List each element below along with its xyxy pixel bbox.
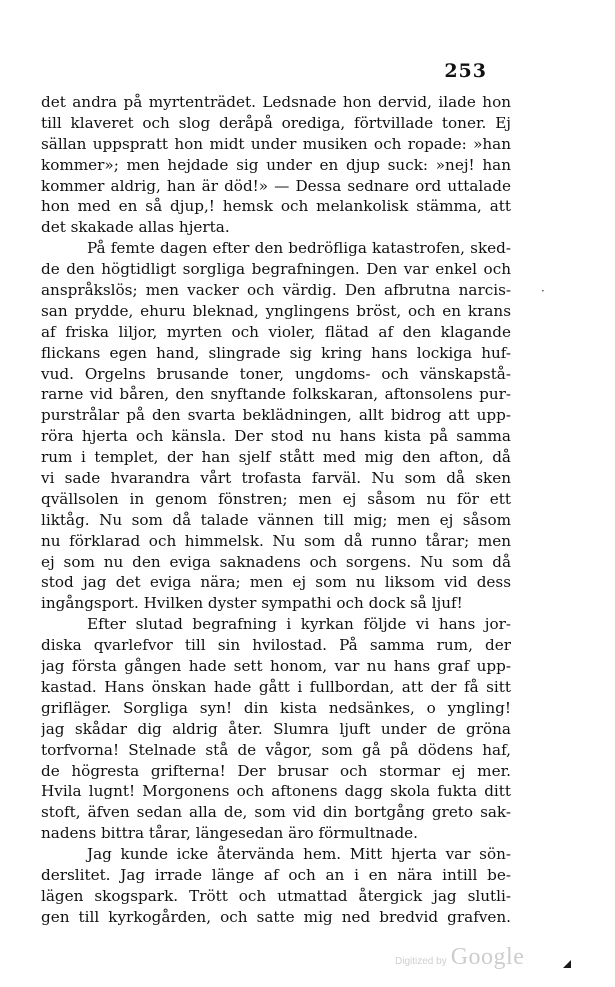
text-line: anspråkslös; men vacker och värdig. Den afbrutna narcis- — [41, 281, 511, 300]
text-line: kommer»; men hejdade sig under en djup suck: »nej! han — [41, 155, 511, 174]
text-line: Jag kunde icke återvända hem. Mitt hjerta var sön- — [87, 845, 511, 864]
text-line: torfvorna! Stelnade stå de vågor, som gå på dödens haf, — [41, 740, 511, 759]
text-line: nu förklarad och himmelsk. Nu som då runno tårar; men — [41, 531, 511, 550]
text-line: sällan uppspratt hon midt under musiken och ropade: »han — [41, 134, 511, 153]
page-number: 253 — [444, 60, 487, 82]
text-line: de högresta grifterna! Der brusar och stormar ej mer. — [41, 761, 511, 780]
text-line: det skakade allas hjerta. — [41, 218, 230, 237]
stray-dot-mark: · — [541, 284, 545, 298]
text-line: lägen skogspark. Trött och utmattad återgick jag slutli- — [41, 886, 511, 905]
text-line: liktåg. Nu som då talade vännen till mig; men ej såsom — [41, 510, 511, 529]
text-line: vud. Orgelns brusande toner, ungdoms- och vänskapstå- — [41, 364, 511, 383]
text-line: rum i templet, der han sjelf stått med mig den afton, då — [41, 448, 511, 467]
text-line: vi sade hvarandra vårt trofasta farväl. Nu som då sken — [41, 469, 511, 488]
google-logo: Google — [450, 944, 525, 970]
text-line: det andra på myrtenträdet. Ledsnade hon dervid, ilade hon — [41, 93, 511, 111]
text-line: nadens bittra tårar, längesedan äro förmultnade. — [41, 824, 418, 843]
text-line: stod jag det eviga nära; men ej som nu liksom vid dess — [41, 573, 511, 592]
text-line: ej som nu den eviga saknadens och sorgens. Nu som då — [41, 552, 511, 571]
text-line: purstrålar på den svarta beklädningen, allt bidrog att upp- — [41, 406, 511, 425]
text-line: derslitet. Jag irrade länge af och an i en nära intill be- — [41, 865, 511, 884]
text-line: Efter slutad begrafning i kyrkan följde vi hans jor- — [87, 615, 511, 634]
text-line: diska qvarlefvor till sin hvilostad. På samma rum, der — [41, 636, 511, 655]
corner-triangle-icon — [563, 960, 571, 968]
text-line: kastad. Hans önskan hade gått i fullbordan, att der få sitt — [41, 677, 511, 696]
text-line: af friska liljor, myrten och violer, flätad af den klagande — [41, 322, 511, 341]
text-line: rarne vid båren, den snyftande folkskaran, aftonsolens pur- — [41, 385, 511, 404]
body-text — [41, 92, 511, 928]
text-line: ingångsport. Hvilken dyster sympathi och dock så ljuf! — [41, 594, 463, 613]
text-line: Hvila lugnt! Morgonens och aftonens dagg skola fukta ditt — [41, 782, 511, 801]
text-line: gen till kyrkogården, och satte mig ned bredvid grafven. — [41, 907, 511, 926]
text-line: san prydde, ehuru bleknad, ynglingens bröst, och en krans — [41, 301, 511, 320]
text-line: hon med en så djup,! hemsk och melankolisk stämma, att — [41, 197, 511, 216]
text-line: röra hjerta och känsla. Der stod nu hans kista på samma — [41, 427, 511, 446]
digitized-by-google-watermark — [395, 944, 524, 971]
text-line: de den högtidligt sorgliga begrafningen. Den var enkel och — [41, 260, 511, 279]
digitized-by-label: Digitized by — [395, 956, 447, 967]
text-line: jag skådar dig aldrig åter. Slumra ljuft under de gröna — [41, 719, 511, 738]
text-line: qvällsolen in genom fönstren; men ej såsom nu för ett — [41, 489, 511, 508]
text-line: kommer aldrig, han är död!» — Dessa sednare ord uttalade — [41, 176, 511, 195]
text-line: flickans egen hand, slingrade sig kring hans lockiga huf- — [41, 343, 511, 362]
text-line: jag första gången hade sett honom, var nu hans graf upp- — [41, 657, 511, 676]
text-line: På femte dagen efter den bedröfliga katastrofen, sked- — [87, 239, 511, 258]
text-line: stoft, äfven sedan alla de, som vid din bortgång greto sak- — [41, 803, 511, 822]
text-line: till klaveret och slog deråpå orediga, förtvillade toner. Ej — [41, 113, 511, 132]
text-line: grifläger. Sorgliga syn! din kista nedsänkes, o yngling! — [41, 698, 511, 717]
